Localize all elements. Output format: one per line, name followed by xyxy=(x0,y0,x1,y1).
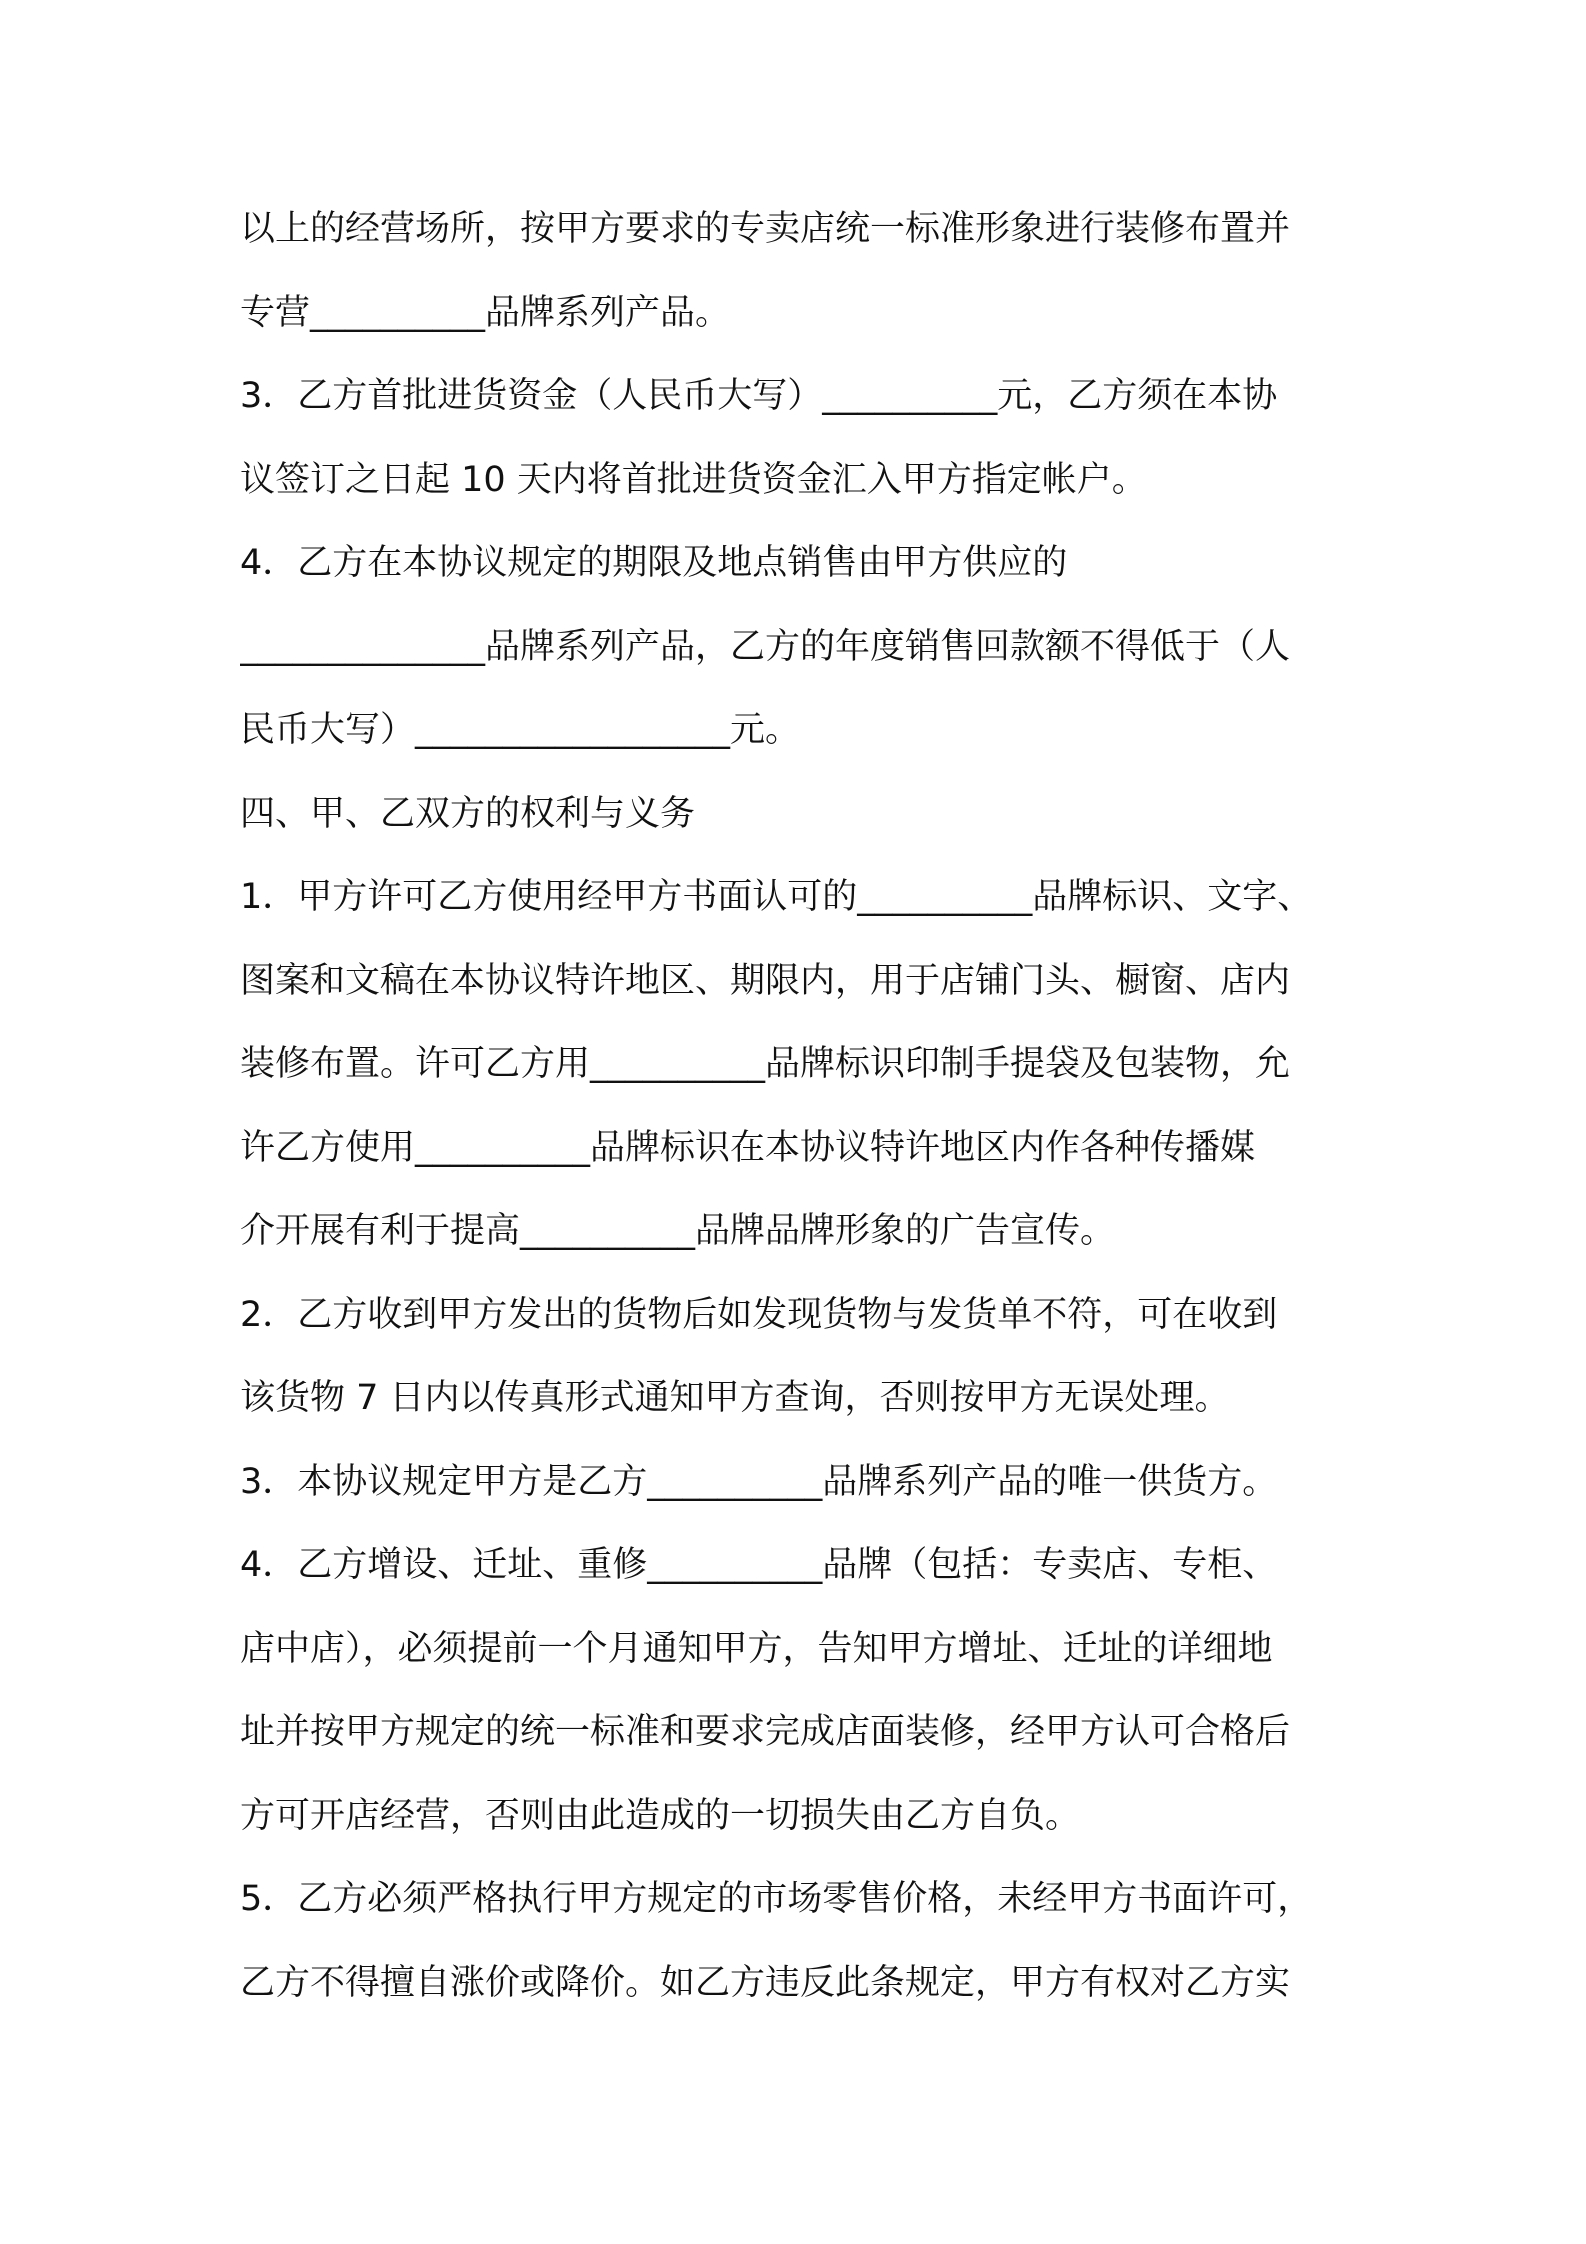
text-line: 介开展有利于提高__________品牌品牌形象的广告宣传。 xyxy=(240,1211,1116,1251)
text-line: 方可开店经营，否则由此造成的一切损失由乙方自负。 xyxy=(240,1795,1081,1836)
text-line: 专营__________品牌系列产品。 xyxy=(240,292,731,333)
section-heading: 四、甲、乙双方的权利与义务 xyxy=(240,793,696,834)
text-line: 乙方不得擅自涨价或降价。如乙方违反此条规定，甲方有权对乙方实 xyxy=(240,1962,1291,2003)
text-line: 3．乙方首批进货资金（人民币大写）__________元，乙方须在本协 xyxy=(240,376,1278,416)
text-line: 议签订之日起 10 天内将首批进货资金汇入甲方指定帐户。 xyxy=(240,459,1147,500)
text-line: 4．乙方在本协议规定的期限及地点销售由甲方供应的 xyxy=(240,543,1068,583)
text-line: 5．乙方必须严格执行甲方规定的市场零售价格，未经甲方书面许可， xyxy=(240,1879,1313,1919)
text-line: 民币大写）__________________元。 xyxy=(240,710,801,750)
text-line: 图案和文稿在本协议特许地区、期限内，用于店铺门头、橱窗、店内 xyxy=(240,960,1291,1001)
contract-body xyxy=(240,188,1370,2025)
text-line: 许乙方使用__________品牌标识在本协议特许地区内作各种传播媒 xyxy=(240,1127,1256,1168)
text-line: 4．乙方增设、迁址、重修__________品牌（包括：专卖店、专柜、 xyxy=(240,1545,1278,1585)
text-line: 址并按甲方规定的统一标准和要求完成店面装修，经甲方认可合格后 xyxy=(240,1712,1291,1752)
text-line: 1．甲方许可乙方使用经甲方书面认可的__________品牌标识、文字、 xyxy=(240,877,1313,917)
text-line: 装修布置。许可乙方用__________品牌标识印制手提袋及包装物，允 xyxy=(240,1044,1291,1084)
text-line: ______________品牌系列产品，乙方的年度销售回款额不得低于（人 xyxy=(240,626,1291,667)
text-line: 3．本协议规定甲方是乙方__________品牌系列产品的唯一供货方。 xyxy=(240,1461,1278,1502)
text-line: 店中店），必须提前一个月通知甲方，告知甲方增址、迁址的详细地 xyxy=(240,1628,1273,1669)
text-line: 2．乙方收到甲方发出的货物后如发现货物与发货单不符，可在收到 xyxy=(240,1294,1278,1335)
text-line: 以上的经营场所，按甲方要求的专卖店统一标准形象进行装修布置并 xyxy=(240,209,1291,249)
text-line: 该货物 7 日内以传真形式通知甲方查询，否则按甲方无误处理。 xyxy=(240,1378,1230,1418)
